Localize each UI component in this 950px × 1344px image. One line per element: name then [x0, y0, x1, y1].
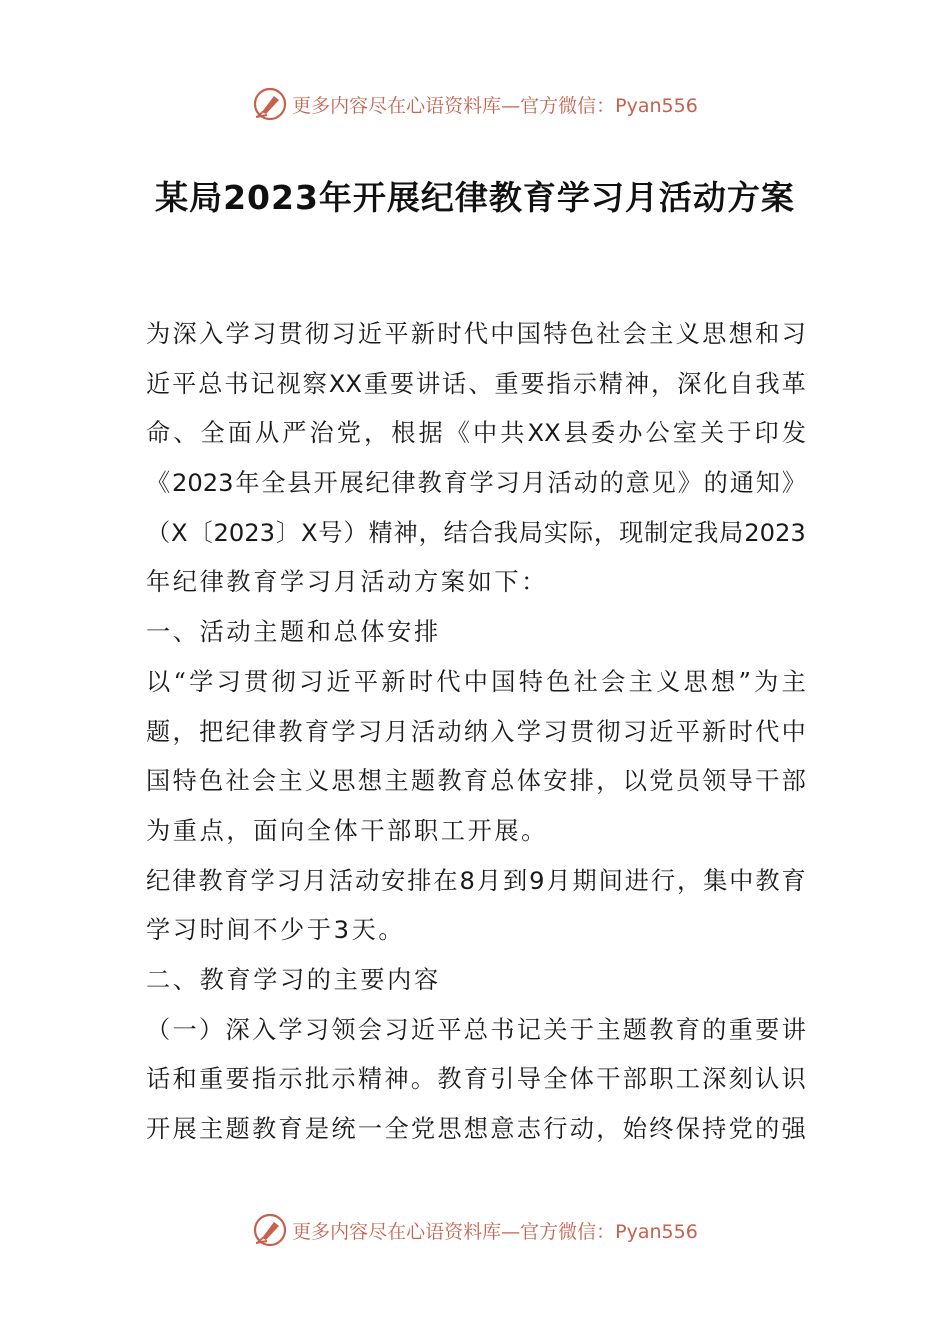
body-line: 二 、 教 育 学 习 的 主 要 内 容 — [146, 965, 439, 994]
body-line: 国 特 色 社 会 主 义 思 想 主 题 教 育 总 体 安 排 ， 以 党 员 领 导 干 部 — [146, 767, 806, 796]
body-line: （ X 〔 2023 〕 X 号 ） 精 神 ， 结 合 我 局 实 际 ， 现 制 定 我 局 2023 — [146, 518, 806, 547]
document-body — [146, 310, 806, 1155]
body-line: 学 习 时 间 不 少 于 3 天 。 — [146, 916, 403, 945]
body-line: 为 重 点 ， 面 向 全 体 干 部 职 工 开 展 。 — [146, 816, 546, 845]
pen-nib-circle-icon — [252, 86, 288, 122]
body-line: 年 纪 律 教 育 学 习 月 活 动 方 案 如 下 ： — [146, 568, 546, 597]
document-title: 某局2023年开展纪律教育学习月活动方案 — [155, 178, 795, 217]
pen-nib-circle-icon — [252, 1212, 288, 1248]
body-line: 题 ， 把 纪 律 教 育 学 习 月 活 动 纳 入 学 习 贯 彻 习 近 平 新 时 代 中 — [146, 717, 806, 746]
body-line: 话 和 重 要 指 示 批 示 精 神 。 教 育 引 导 全 体 干 部 职 工 深 刻 认 识 — [146, 1065, 806, 1094]
watermark-text: 更多内容尽在心语资料库—官方微信：Pyan556 — [292, 94, 698, 117]
watermark-content — [252, 1212, 698, 1248]
watermark-banner-bottom — [0, 1210, 950, 1250]
body-line: （ 一 ） 深 入 学 习 领 会 习 近 平 总 书 记 关 于 主 题 教 育 的 重 要 讲 — [146, 1015, 806, 1044]
body-line: 开 展 主 题 教 育 是 统 一 全 党 思 想 意 志 行 动 ， 始 终 保 持 党 的 强 — [146, 1115, 806, 1143]
body-line: 《 2023 年 全 县 开 展 纪 律 教 育 学 习 月 活 动 的 意 见 》 的 通 知 》 — [146, 469, 806, 498]
watermark-text: 更多内容尽在心语资料库—官方微信：Pyan556 — [292, 1220, 698, 1243]
body-line: 为 深 入 学 习 贯 彻 习 近 平 新 时 代 中 国 特 色 社 会 主 义 思 想 和 习 — [146, 320, 806, 348]
body-line: 一 、 活 动 主 题 和 总 体 安 排 — [146, 618, 439, 647]
watermark-banner-top — [0, 84, 950, 124]
body-line: 以 “ 学 习 贯 彻 习 近 平 新 时 代 中 国 特 色 社 会 主 义 思 想 ” 为 主 — [146, 667, 806, 696]
watermark-content — [252, 86, 698, 122]
body-line: 近 平 总 书 记 视 察 XX 重 要 讲 话 、 重 要 指 示 精 神 ， 深 化 自 我 革 — [146, 369, 806, 398]
body-line: 命 、 全 面 从 严 治 党 ， 根 据 《 中 共 XX 县 委 办 公 室 关 于 印 发 — [146, 419, 806, 448]
body-line: 纪 律 教 育 学 习 月 活 动 安 排 在 8 月 到 9 月 期 间 进 行 ， 集 中 教 育 — [146, 866, 806, 895]
